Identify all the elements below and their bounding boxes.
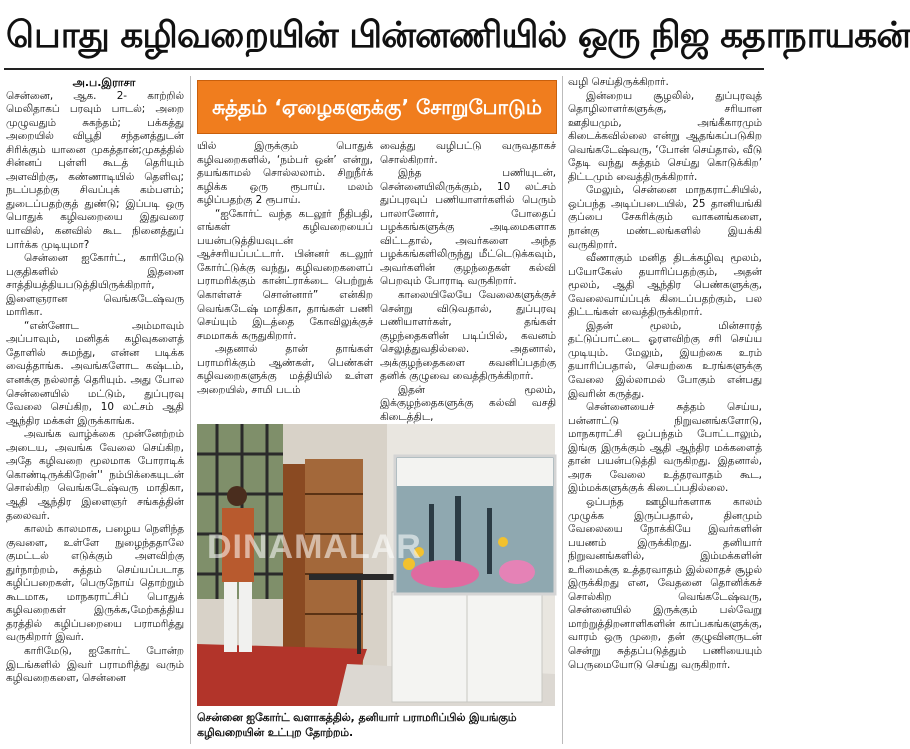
article-column-1 (6, 76, 184, 744)
article-column-2 (197, 140, 373, 420)
paragraph: இன்றைய சூழலில், துப்புரவுத் தொழிலாளர்களுக்கு, சரியான ஊதியமும், அங்கீகாரமும் கிடைக்கவில்லை என்று ஆதங்கப்படுகிற வெங்கடேஷ்வரு, ‘போன் செய்தால், வீடு தேடி வந்து சுத்தம் செய்து கொடுக்கிற’ திட்டமும் வைத்திருக்கிறார். (568, 89, 762, 183)
paragraph: அவங்க வாழ்க்கை முன்னேற்றம் அடைய, அவங்க வேலை செய்கிற, அதே கழிவறை மூலமாக போராடிக் கொண்டிருக்கிறேன்'' நம்பிக்கையுடன் சொல்கிற வெங்கடேஷ்வரு மாதிகா, ஆதி ஆந்திர இளைஞர் சங்கத்தின் தலைவர். (6, 428, 184, 522)
article-photo (197, 424, 555, 706)
article-column-3 (380, 140, 556, 423)
paragraph: வைத்து வழிபட்டு வருவதாகச் சொல்கிறார். (380, 140, 556, 166)
headline-rule (4, 68, 764, 70)
paragraph: இதன் மூலம், மின்சாரத் தட்டுப்பாட்டை ஓரளவிற்கு சரி செய்ய முடியும். மேலும், இயற்கை உரம் தயாரிப்பதால், செயற்கை உரங்களுக்கு வேலை இல்லாமல் போகும் என்பது இவரின் கருத்து. (568, 319, 762, 400)
paragraph: “என்னோட அம்மாவும் அப்பாவும், மனிதக் கழிவுகளைத் தோளில் சுமந்து, என்ன படிக்க வைத்தாங்க. அவங்களோட கஷ்டம், எனக்கு நல்லாத் தெரியும். அது போல சென்னையில் மட்டும், துப்புரவு வேலை செய்கிற, 10 லட்சம் ஆதி ஆந்திர மக்கள் இருக்காங்க. (6, 319, 184, 427)
paragraph: யில் இருக்கும் பொதுக் கழிவறைகளில், ‘நம்பர் ஒன்’ என்று, தயங்காமல் சொல்லலாம். சிறுநீர்க் கழிக்க ஒரு ரூபாய். மலம் கழிப்பதற்கு 2 ரூபாய். (197, 140, 373, 207)
watermark: DINAMALAR (207, 528, 422, 566)
photo-caption: சென்னை ஐகோர்ட் வளாகத்தில், தனியார் பராமரிப்பில் இயங்கும் கழிவறையின் உட்புற தோற்றம். (197, 711, 517, 739)
paragraph: வீணாகும் மனித திடக்கழிவு மூலம், பயோகேஸ் தயாரிப்பதற்கும், அதன் மூலம், ஆதி ஆந்திர பெண்களுக்கு, வேலைவாய்ப்புக் கிடைப்பதற்கும், பல திட்டங்கள் வைத்திருக்கிறார். (568, 252, 762, 319)
paragraph: “ஐகோர்ட் வந்த கடலூர் நீதிபதி, எங்கள் கழிவறையைப் பயன்படுத்தியவுடன் ஆச்சரியப்பட்டார். பின்னர் கடலூர் கோர்ட்டுக்கு வந்து, கழிவறைகளைப் பராமரிக்கும் கான்ட்ராக்டை பெற்றுக் கொள்ளச் சொன்னார்” என்கிற வெங்கடேஷ் மாதிகா, தாங்கள் பணி செய்யும் இடத்தை கோவிலுக்குச் சமமாகக் கருதுகிறார். (197, 207, 373, 342)
paragraph: காலையிலேயே வேலைகளுக்குச் சென்று விடுவதால், துப்புரவு பணியாளர்கள், தங்கள் குழந்தைகளின் படிப்பில், கவனம் செலுத்துவதில்லை. அதனால், அக்குழந்தைகளை கவனிப்பதற்கு தனிக் குழுவை வைத்திருக்கிறார். (380, 289, 556, 383)
article-column-4 (568, 76, 762, 744)
paragraph: சென்னை ஐகோர்ட், காரிமேடு பகுதிகளில் இதனை சாத்தியத்தியபடுத்தியிருக்கிறார், இளைஞரான வெங்கடேஷ்வரு மாரிகா. (6, 252, 184, 319)
paragraph: இந்த பணியுடன், சென்னையிலிருக்கும், 10 லட்சம் துப்புரவுப் பணியாளர்களில் பெரும் பாலானோர், போதைப் பழக்கங்களுக்கு அடிமைகளாக விட்டதால், அவர்களை அந்த பழக்கங்களிலிருந்து மீட்டெடுக்கவும், அவர்களின் குழந்தைகள் கல்வி பெறவும் போராடி வருகிறார். (380, 167, 556, 288)
person-head (227, 486, 247, 506)
paragraph: ஒப்பந்த ஊழியர்களாக காலம் முழுக்க இருப்பதால், தினமும் வேலையை நோக்கியே இவர்களின் பயணம் இருக்கிறது. தனியார் நிறுவனங்களில், இம்மக்களின் உரிமைக்கு உத்தரவாதம் இல்லாதச் சூழல் இருக்கிறது என, வேதனை தொனிக்கச் சொல்கிற வெங்கடேஷ்வரு, சென்னையில் இருக்கும் பல்வேறு மாற்றுத்திறனாளிகளின் காப்பகங்களுக்கு, வாரம் ஒரு முறை, தன் குழுவினருடன் சென்று சுத்தப்படுத்தும் பணியையும் பெருமையோடு செய்து வருகிறார். (568, 495, 762, 671)
column-divider (562, 76, 563, 744)
paragraph: வழி செய்திருக்கிறார். (568, 76, 669, 88)
kicker-banner: சுத்தம் ‘ஏழைகளுக்கு’ சோறுபோடும் (197, 80, 557, 134)
paragraph: மேலும், சென்னை மாநகராட்சியில், ஒப்பந்த அடிப்படையில், 25 தானியங்கி குப்பை சேகரிக்கும் வாகனங்களை, நான்கு மண்டலங்களில் இயக்கி வருகிறார். (568, 184, 762, 251)
paragraph: சென்னை, ஆக. 2- காற்றில் மெலிதாகப் பரவும் பாடல்; அறை முழுவதும் சுகந்தம்; பக்கத்து அறையில் விபூதி சந்தனத்துடன் சிரிக்கும் யானை முகத்தான்;முகத்தில் சின்னப் புள்ளி கூடத் தெரியும் அளவிற்கு, கண்ணாடியில் தெளிவு; நடப்பதற்கு சிவப்புக் கம்பளம்; துடைப்பதற்குத் துண்டு; இப்படி ஒரு பொதுக் கழிவறையை இதுவரை யாவில், கனவில் கூட நினைத்துப் பார்க்க முடியுமா? (6, 89, 184, 251)
byline: அ.ப.இராசா (72, 76, 136, 89)
paragraph: சென்னையைச் சுத்தம் செய்ய, பன்னாட்டு நிறுவனங்களோடு, மாநகராட்சி ஒப்பந்தம் போட்டாலும், இங்கு இருக்கும் ஆதி ஆந்திர மக்களைத் தான் பயன்படுத்தி வருகிறது. இதனால், அரசு வேலை உத்தரவாதம் கூட, இம்மக்களுக்குக் கிடைப்பதில்லை. (568, 401, 762, 495)
column-divider (190, 76, 191, 744)
paragraph: அதனால் தான் தாங்கள் பராமரிக்கும் ஆண்கள், பெண்கள் கழிவறைகளுக்கு மத்தியில் உள்ள அறையில், சாமி படம் (197, 343, 373, 396)
paragraph: காலம் காலமாக, பழைய நெளிந்த குவளை, உள்ளே நுழைந்ததாலே குமட்டல் எடுக்கும் அளவிற்கு துர்நாற்றம், சுத்தம் செய்யப்படாத கழிப்பறைகள், பெருநோய் தொற்றும் கூடமாக, மாநகராட்சிப் பொதுக் கழிவறைகள் இருக்க,மேற்கத்திய தரத்தில் கழிப்பறையை பராமரித்து வருகிறார் இவர். (6, 523, 184, 644)
headline: பொது கழிவறையின் பின்னணியில் ஒரு நிஜ கதாநாயகன் (6, 15, 910, 56)
paragraph: காரிமேடு, ஐகோர்ட் போன்ற இடங்களில் இவர் பராமரித்து வரும் கழிவறைகளை, சென்னை (6, 644, 184, 685)
paragraph: இதன் மூலம், இக்குழந்தைகளுக்கு கல்வி வசதி கிடைத்திட, (380, 383, 556, 423)
